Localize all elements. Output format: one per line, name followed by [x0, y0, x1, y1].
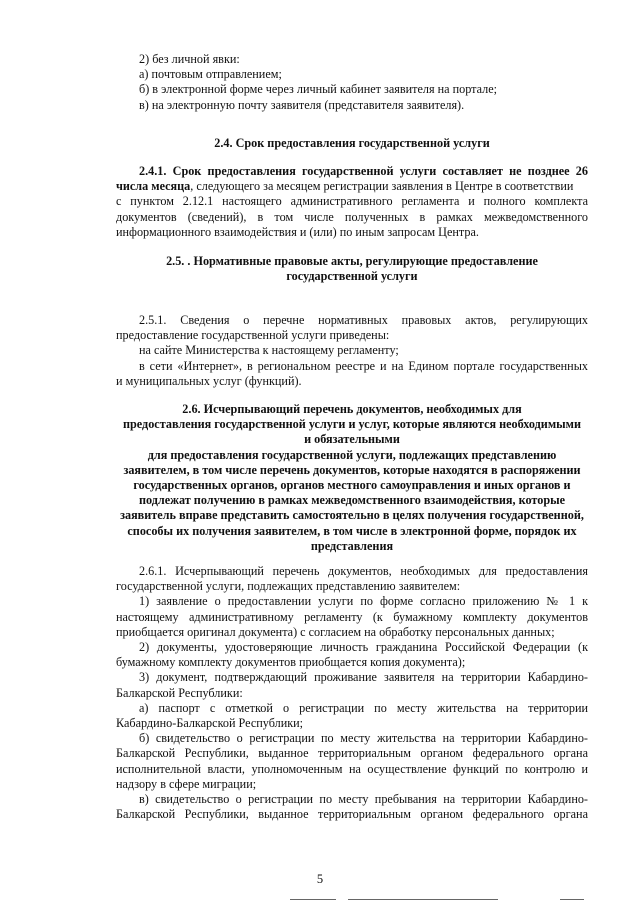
list-item-b: б) свидетельство о регистрации по месту жительства на территории Кабардино- [139, 731, 588, 746]
paragraph-text: , следующего за месяцем регистрации заявления в Центре в соответствии [190, 179, 574, 194]
paragraph-line: бумажному комплекту документов приобщается копия документа); [116, 655, 466, 670]
footer-rule [560, 899, 584, 900]
paragraph-line: государственной услуги, подлежащих представлению заявителем: [116, 579, 461, 594]
list-item-a: а) паспорт с отметкой о регистрации по месту жительства на территории [139, 700, 588, 715]
list-item-3: 3) документ, подтверждающий проживание заявителя на территории Кабардино- [139, 670, 588, 685]
section-2-4-heading: 2.4. Срок предоставления государственной услуги [214, 136, 490, 150]
delivery-methods [116, 52, 588, 113]
heading-line: заявителем, в том числе перечень документов, которые находятся в распоряжении [123, 462, 581, 477]
heading-line: подлежат получению в рамках межведомственного взаимодействия, которые [138, 493, 566, 508]
section-2-5-heading [116, 254, 588, 284]
heading-line: государственных органов, органов местного самоуправления и иных органов и [133, 478, 571, 493]
list-item-2: 2) документы, удостоверяющие личность гражданина Российской Федерации (к [139, 640, 588, 655]
heading-line: представления [310, 538, 394, 553]
paragraph-line: и муниципальных услуг (функций). [116, 373, 302, 388]
heading-line: государственной услуги [286, 269, 418, 284]
paragraph-line: Балкарской Республики, выданное территориальным органом федерального органа [116, 807, 588, 822]
list-item-1: 1) заявление о предоставлении услуги по форме согласно приложению № 1 к [139, 594, 588, 609]
list-item: 2) без личной явки: [139, 52, 240, 66]
paragraph-line: 2.5.1. Сведения о перечне нормативных правовых актов, регулирующих [139, 313, 588, 327]
heading-line: способы их получения заявителем, в том числе в электронной форме, порядок их [127, 523, 577, 538]
paragraph-line: Балкарской Республики, выданное территориальным органом федерального органа [116, 746, 588, 761]
paragraph-line: документов (сведений), в том числе полученных в рамках межведомственного [116, 209, 588, 224]
paragraph-line: в сети «Интернет», в региональном реестре и на Едином портале государственных [139, 358, 588, 373]
list-item: в) на электронную почту заявителя (представителя заявителя). [139, 97, 465, 112]
bold-text: числа месяца [116, 179, 191, 194]
heading-line: 2.6. Исчерпывающий перечень документов, необходимых для [182, 402, 522, 416]
section-2-6-heading [116, 402, 588, 554]
paragraph-line: 2.4.1. Срок предоставления государственной услуги составляет не позднее 26 [139, 164, 588, 178]
section-2-4-1-paragraph [116, 164, 588, 240]
list-item-v: в) свидетельство о регистрации по месту пребывания на территории Кабардино- [139, 792, 588, 807]
list-item: б) в электронной форме через личный кабинет заявителя на портале; [139, 82, 498, 97]
paragraph-line: настоящему административному регламенту (к бумажному комплекту документов [116, 609, 588, 624]
heading-line: предоставления государственной услуги и услуг, которые являются необходимыми [123, 417, 581, 432]
footer-rule [348, 899, 498, 900]
paragraph-line: Балкарской Республики: [116, 685, 243, 700]
page-number: 5 [316, 872, 324, 886]
footer-rule [290, 899, 336, 900]
paragraph-line: с пунктом 2.12.1 настоящего административного регламента и полного комплекта [116, 194, 588, 209]
heading-line: для предоставления государственной услуги, подлежащих представлению [147, 447, 557, 462]
paragraph-line: надзору в сфере миграции; [116, 776, 257, 791]
heading-line: 2.5. . Нормативные правовые акты, регулирующие предоставление [166, 254, 538, 268]
paragraph-line: предоставление государственной услуги приведены: [116, 328, 390, 343]
heading-line: и обязательными [304, 432, 400, 447]
paragraph-line: исполнительной власти, уполномоченным на осуществление функций по контролю и [116, 761, 588, 776]
section-2-5-1-paragraph [116, 313, 588, 389]
paragraph-line: 2.6.1. Исчерпывающий перечень документов, необходимых для предоставления [139, 564, 588, 578]
paragraph-line: информационного взаимодействия и (или) по иным запросам Центра. [116, 224, 479, 239]
paragraph-line: приобщается оригинал документа) с согласием на обработку персональных данных; [116, 624, 555, 639]
heading-line: заявитель вправе представить самостоятельно в целях получения государственной, [120, 508, 584, 523]
paragraph-line: Кабардино-Балкарской Республики; [116, 716, 304, 731]
paragraph-line [116, 179, 588, 194]
section-2-6-1-body [116, 564, 588, 822]
paragraph-line: на сайте Министерства к настоящему регламенту; [139, 343, 399, 358]
list-item: а) почтовым отправлением; [139, 67, 282, 82]
